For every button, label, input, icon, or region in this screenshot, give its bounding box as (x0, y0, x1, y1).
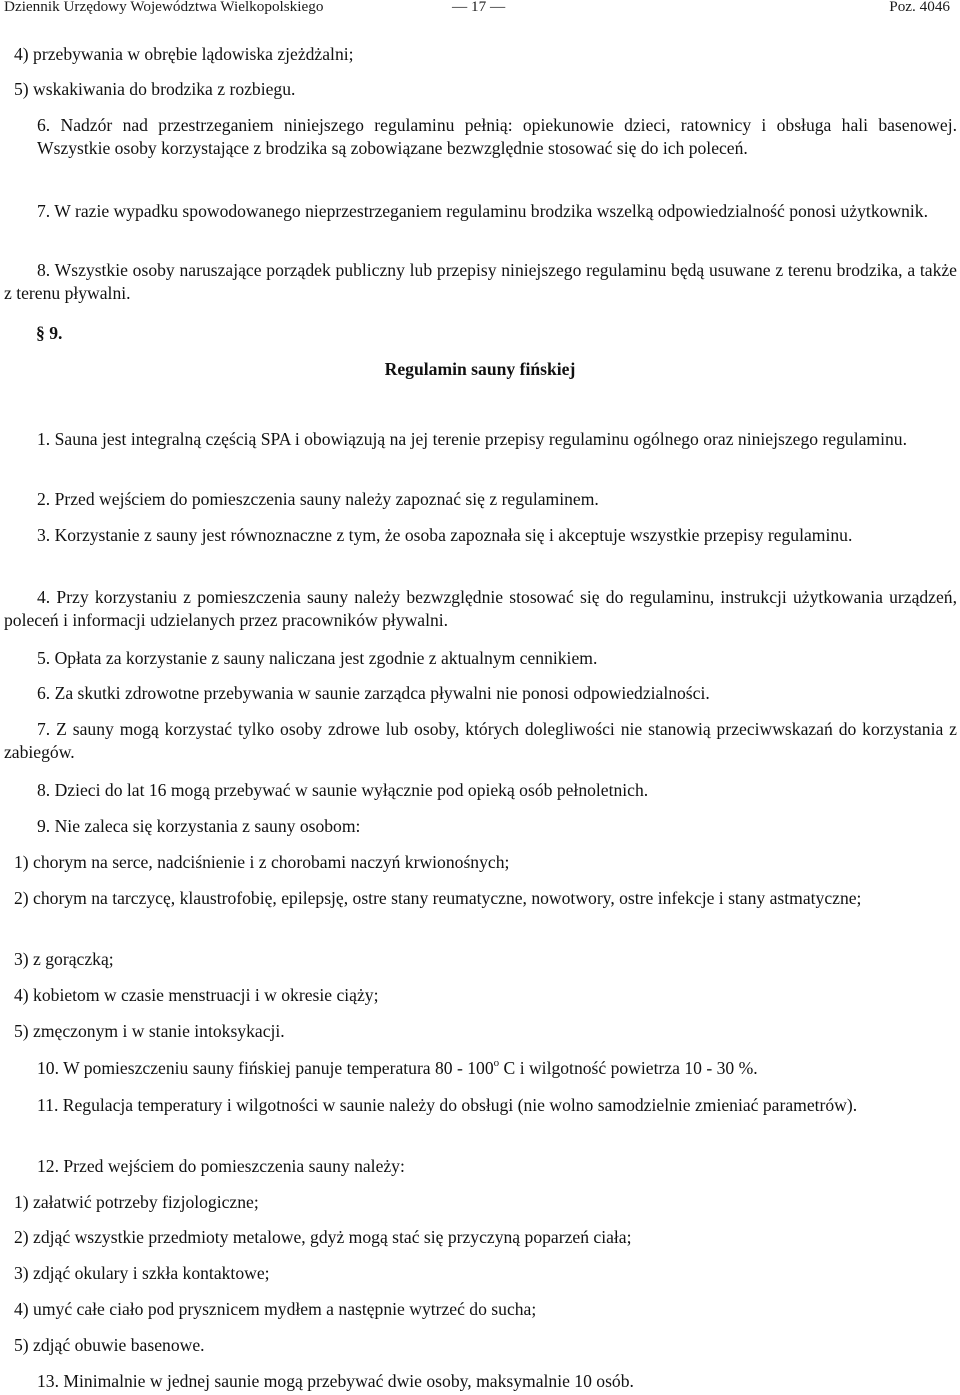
top-item-5: 5) wskakiwania do brodzika z rozbiegu. (14, 79, 296, 99)
sauna-rule-9: 9. Nie zaleca się korzystania z sauny osobom: (37, 816, 361, 836)
sauna-rule-12-item-5: 5) zdjąć obuwie basenowe. (14, 1335, 205, 1355)
journal-title: Dziennik Urzędowy Województwa Wielkopolskiego (4, 0, 324, 15)
brodzik-rule-6: 6. Nadzór nad przestrzeganiem niniejszego regulaminu pełnią: opiekunowie dzieci, ratownicy i obsługa hali basenowej. Wszystkie osoby korzystające z brodzika są zobowiązane bezwzględnie stosować się do ich poleceń. (37, 115, 957, 158)
sauna-rule-8: 8. Dzieci do lat 16 mogą przebywać w saunie wyłącznie pod opieką osób pełnoletnich. (37, 780, 649, 800)
degree-mark: o (493, 1057, 500, 1069)
sauna-rule-10: 10. W pomieszczeniu sauny fińskiej panuje temperatura 80 - 100$^o$ C i wilgotność powietrza 10 - 30 %. (37, 1057, 758, 1078)
brodzik-rule-8: 8. Wszystkie osoby naruszające porządek publiczny lub przepisy niniejszego regulaminu będą usuwane z terenu brodzika, a także z terenu pływalni. (4, 260, 957, 303)
sauna-rule-9-item-4: 4) kobietom w czasie menstruacji i w okresie ciąży; (14, 985, 379, 1005)
sauna-rule-12-item-4: 4) umyć całe ciało pod prysznicem mydłem a następnie wytrzeć do sucha; (14, 1299, 537, 1319)
sauna-rule-11: 11. Regulacja temperatury i wilgotności w saunie należy do obsługi (nie wolno samodzielnie zmieniać parametrów). (37, 1095, 858, 1115)
sauna-rule-12: 12. Przed wejściem do pomieszczenia sauny należy: (37, 1156, 405, 1176)
sauna-rule-7: 7. Z sauny mogą korzystać tylko osoby zdrowe lub osoby, których dolegliwości nie stanowią przeciwwskazań do korzystania z zabiegów. (4, 719, 957, 762)
sauna-rule-9-item-1: 1) chorym na serce, nadciśnienie i z chorobami naczyń krwionośnych; (14, 852, 510, 872)
sauna-rule-12-item-2: 2) zdjąć wszystkie przedmioty metalowe, gdyż mogą stać się przyczyną poparzeń ciała; (14, 1227, 632, 1247)
sauna-rule-5: 5. Opłata za korzystanie z sauny naliczana jest zgodnie z aktualnym cennikiem. (37, 648, 598, 668)
sauna-rule-9-item-2: 2) chorym na tarczycę, klaustrofobię, epilepsję, ostre stany reumatyczne, nowotwory, ostre infekcje i stany astmatyczne; (14, 888, 862, 908)
sauna-rule-2: 2. Przed wejściem do pomieszczenia sauny należy zapoznać się z regulaminem. (37, 489, 599, 509)
sauna-rule-9-item-3: 3) z gorączką; (14, 949, 114, 969)
sauna-rule-12-item-3: 3) zdjąć okulary i szkła kontaktowe; (14, 1263, 270, 1283)
sauna-rule-6: 6. Za skutki zdrowotne przebywania w saunie zarządca pływalni nie ponosi odpowiedzialności. (37, 683, 710, 703)
page-header (0, 0, 960, 14)
brodzik-rule-7: 7. W razie wypadku spowodowanego nieprzestrzeganiem regulaminu brodzika wszelką odpowiedzialność ponosi użytkownik. (37, 201, 929, 221)
section-title: Regulamin sauny fińskiej (384, 359, 576, 379)
top-item-4: 4) przebywania w obrębie lądowiska zjeżdżalni; (14, 44, 354, 64)
section-number: § 9. (36, 323, 63, 343)
sauna-rule-3: 3. Korzystanie z sauny jest równoznaczne z tym, że osoba zapoznała się i akceptuje wszystkie przepisy regulaminu. (37, 525, 853, 545)
sauna-rule-9-item-5: 5) zmęczonym i w stanie intoksykacji. (14, 1021, 285, 1041)
sauna-rule-4: 4. Przy korzystaniu z pomieszczenia sauny należy bezwzględnie stosować się do regulaminu, instrukcji użytkowania urządzeń, poleceń i informacji udzielanych przez pracowników pływalni. (4, 587, 957, 630)
page-number: — 17 — (452, 0, 506, 15)
sauna-rule-1: 1. Sauna jest integralną częścią SPA i obowiązują na jej terenie przepisy regulaminu ogólnego oraz niniejszego regulaminu. (37, 429, 907, 449)
position-number: Poz. 4046 (889, 0, 950, 15)
sauna-rule-13: 13. Minimalnie w jednej saunie mogą przebywać dwie osoby, maksymalnie 10 osób. (37, 1371, 634, 1391)
sauna-rule-12-item-1: 1) załatwić potrzeby fizjologiczne; (14, 1192, 259, 1212)
